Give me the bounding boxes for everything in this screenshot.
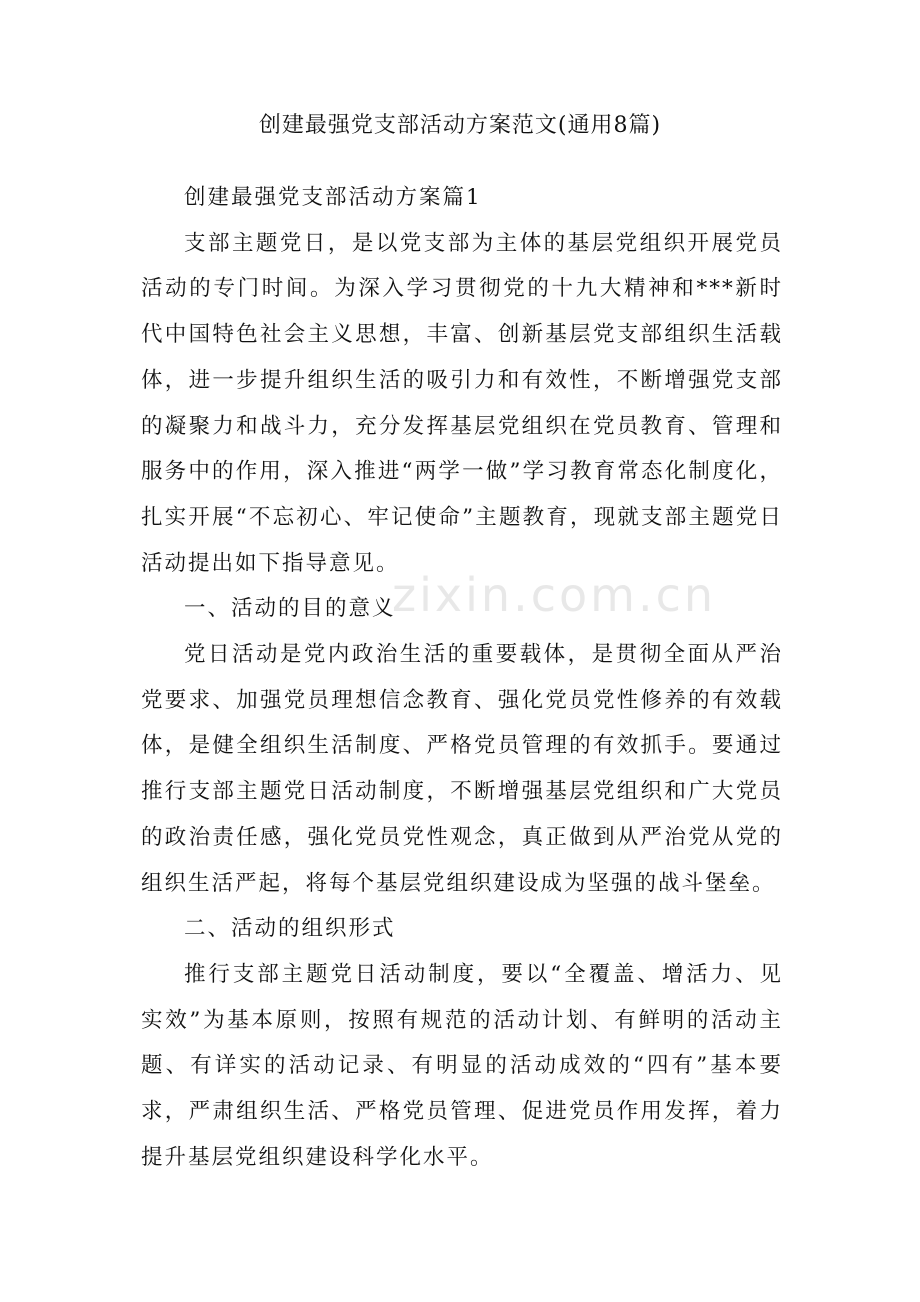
paragraph-format: 推行支部主题党日活动制度，要以“全覆盖、增活力、见实效”为基本原则，按照有规范的活动计划、有鲜明的活动主题、有详实的活动记录、有明显的活动成效的“四有”基本要求，严肃组织生活、严格党员管理、促进党员作用发挥，着力提升基层党组织建设科学化水平。 — [141, 961, 783, 1170]
paragraph-purpose: 党日活动是党内政治生活的重要载体，是贯彻全面从严治党要求、加强党员理想信念教育、强化党员党性修养的有效载体，是健全组织生活制度、严格党员管理的有效抓手。要通过推行支部主题党日活动制度，不断增强基层党组织和广大党员的政治责任感，强化党员党性观念，真正做到从严治党从党的组织生活严起，将每个基层党组织建设成为坚强的战斗堡垒。 — [141, 642, 783, 896]
section-title: 创建最强党支部活动方案篇1 — [184, 185, 482, 210]
heading-purpose: 一、活动的目的意义 — [184, 596, 396, 622]
watermark: zixin.com.cn — [392, 568, 717, 622]
document-body — [141, 175, 783, 1180]
paragraph-intro: 支部主题党日，是以党支部为主体的基层党组织开展党员活动的专门时间。为深入学习贯彻党的十九大精神和***新时代中国特色社会主义思想，丰富、创新基层党支部组织生活载体，进一步提升组织生活的吸引力和有效性，不断增强党支部的凝聚力和战斗力，充分发挥基层党组织在党员教育、管理和服务中的作用，深入推进“两学一做”学习教育常态化制度化，扎实开展“不忘初心、牢记使命”主题教育，现就支部主题党日活动提出如下指导意见。 — [141, 230, 783, 576]
heading-format: 二、活动的组织形式 — [184, 916, 396, 942]
document-title: 创建最强党支部活动方案范文(通用8篇) — [258, 113, 662, 138]
